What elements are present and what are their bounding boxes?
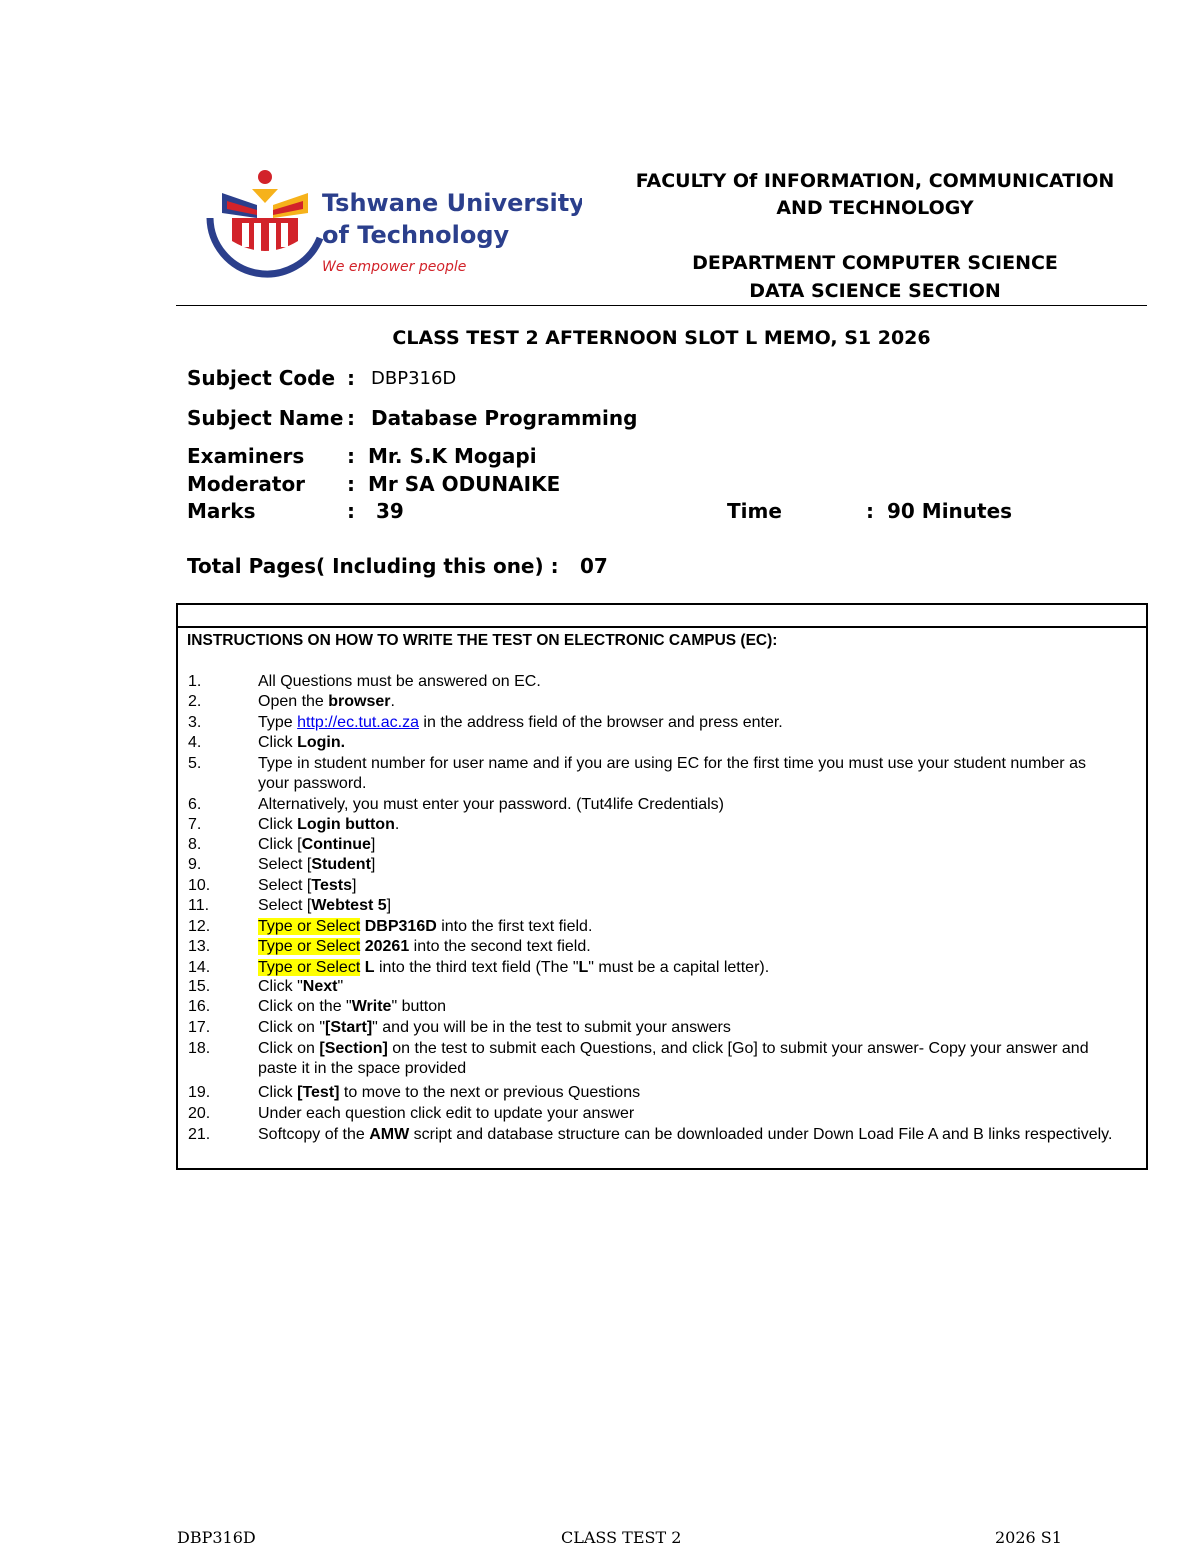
instruction-text [258,1039,1118,1079]
instruction-text [258,692,1118,712]
bold-text: Continue [301,836,371,853]
instruction-number: 3. [188,714,202,731]
instruction-text [258,672,1118,692]
instruction-number: 15. [188,978,211,995]
instruction-text-part: All Questions must be answered on EC. [258,673,541,690]
logo-name-line2: of Technology [322,221,510,249]
instruction-text [258,815,1118,835]
instruction-text-part: into the second text field. [409,938,591,955]
moderator-value: Mr SA ODUNAIKE [368,472,561,496]
instruction-text-part: Select [ [258,877,312,894]
instruction-text [258,876,1118,896]
examiners-label: Examiners [187,444,305,468]
subject-code-colon: : [347,366,355,390]
logo-name-line1: Tshwane University [322,189,582,217]
footer-subject-code: DBP316D [177,1528,256,1547]
instruction-text-part: " button [391,998,447,1015]
instruction-number: 17. [188,1019,211,1036]
instruction-text [258,977,1118,997]
instruction-text-part: Select [ [258,856,312,873]
faculty-line-2: AND TECHNOLOGY [776,197,974,219]
instruction-text [258,795,1118,815]
instruction-number: 9. [188,856,202,873]
moderator-label: Moderator [187,472,306,496]
examiners-value: Mr. S.K Mogapi [368,444,537,468]
instruction-text-part: Open the [258,693,329,710]
instruction-text-part: . [390,693,395,710]
instruction-number: 19. [188,1084,211,1101]
subject-name-value: Database Programming [371,406,638,430]
bold-text: AMW [369,1126,410,1143]
instruction-text-part: script and database structure can be downloaded under Down Load File A and B links respectively. [409,1126,1113,1143]
instruction-text [258,997,1118,1017]
bold-text: browser [328,693,391,710]
instruction-text-part: ] [386,897,392,914]
time-label: Time [727,499,782,523]
university-logo [202,163,582,283]
instruction-number: 1. [188,673,202,690]
instruction-text [258,754,1118,794]
instruction-text-part: Click [258,816,298,833]
bold-text: Login button [297,816,395,833]
bold-text: 20261 [364,938,410,955]
instruction-number: 11. [188,897,210,914]
instructions-heading: INSTRUCTIONS ON HOW TO WRITE THE TEST ON ELECTRONIC CAMPUS (EC): [187,632,778,649]
instruction-text-part: Alternatively, you must enter your password. (Tut4life Credentials) [258,796,724,813]
bold-text: [Test] [297,1084,340,1101]
bold-text: Login. [297,734,346,751]
instruction-text-part: Select [ [258,897,312,914]
department-line-1: DEPARTMENT COMPUTER SCIENCE [692,252,1058,274]
instruction-text [258,1018,1118,1038]
instruction-number: 7. [188,816,202,833]
bold-text: [Section] [319,1040,388,1057]
instruction-text-part: Click [258,1084,298,1101]
instruction-number: 13. [188,938,211,955]
instruction-number: 6. [188,796,202,813]
instruction-number: 5. [188,755,202,772]
bold-text: Webtest 5 [311,897,387,914]
instruction-text-part: " [337,978,344,995]
highlighted-text: Type or Select [258,959,361,976]
instruction-text-part: into the first text field. [436,918,593,935]
bold-text: Student [311,856,371,873]
instruction-text-part: ] [370,836,376,853]
instruction-text [258,896,1118,916]
instruction-number: 16. [188,998,211,1015]
subject-name-label: Subject Name [187,406,344,430]
instruction-text-part: ] [370,856,376,873]
instruction-text-part: on the test to submit each Questions, and click [Go] to submit your answer- Copy your answer and paste it in the space provided [258,1040,1089,1077]
instruction-text-part: to move to the next or previous Questions [339,1084,641,1101]
instruction-text-part: Click [ [258,836,302,853]
instruction-number: 21. [188,1126,211,1143]
instruction-number: 20. [188,1105,211,1122]
instruction-text-part: into the third text field (The " [374,959,579,976]
ec-portal-link[interactable]: http://ec.tut.ac.za [297,714,419,731]
highlighted-text: Type or Select [258,938,361,955]
instruction-text-part: " and you will be in the test to submit your answers [372,1019,731,1036]
instruction-number: 12. [188,918,211,935]
instruction-number: 2. [188,693,202,710]
subject-code-label: Subject Code [187,366,336,390]
bold-text: Tests [311,877,352,894]
subject-code-value: DBP316D [371,368,457,389]
instruction-text-part: ] [351,877,357,894]
instruction-text [258,855,1118,875]
instructions-box-divider [176,626,1148,628]
test-title: CLASS TEST 2 AFTERNOON SLOT L MEMO, S1 2026 [392,327,931,349]
instruction-text-part: Click on the " [258,998,352,1015]
total-pages-value: 07 [580,554,608,578]
instruction-number: 14. [188,959,211,976]
moderator-colon: : [347,472,355,496]
instruction-text [258,733,1118,753]
bold-text: DBP316D [364,918,437,935]
instruction-text-part: Type [258,714,298,731]
time-value: 90 Minutes [887,499,1013,523]
instruction-text-part: " must be a capital letter). [588,959,770,976]
instruction-text [258,1104,1118,1124]
instruction-text [258,917,1118,937]
marks-colon: : [347,499,355,523]
faculty-line-1: FACULTY Of INFORMATION, COMMUNICATION [635,170,1115,192]
instruction-text-part: in the address field of the browser and press enter. [418,714,783,731]
instruction-text [258,958,1118,978]
bold-text: L [578,959,589,976]
bold-text: Next [302,978,338,995]
footer-test-name: CLASS TEST 2 [561,1528,682,1547]
instruction-text [258,713,1118,733]
footer-term: 2026 S1 [995,1528,1062,1547]
department-line-2: DATA SCIENCE SECTION [749,280,1001,302]
subject-name-colon: : [347,406,355,430]
instruction-text-part: Softcopy of the [258,1126,370,1143]
instruction-number: 18. [188,1040,211,1057]
bold-text: [Start] [325,1019,373,1036]
instruction-text [258,1125,1118,1145]
bold-text: L [364,959,375,976]
instruction-text-part: Type in student number for user name and if you are using EC for the first time you must use your student number as your password. [258,755,1086,792]
instruction-text [258,1083,1118,1103]
instruction-text-part: Click on [258,1040,320,1057]
instruction-text [258,937,1118,957]
bold-text: Write [351,998,392,1015]
logo-tagline: We empower people [322,259,467,275]
instruction-number: 4. [188,734,202,751]
instruction-text-part: Under each question click edit to update your answer [258,1105,635,1122]
marks-value: 39 [376,499,404,523]
time-colon: : [866,499,874,523]
instruction-text-part: Click [258,734,298,751]
instruction-number: 10. [188,877,211,894]
instruction-text-part: Click on " [258,1019,326,1036]
highlighted-text: Type or Select [258,918,361,935]
instruction-text-part: Click " [258,978,303,995]
instruction-text [258,835,1118,855]
instruction-number: 8. [188,836,202,853]
marks-label: Marks [187,499,256,523]
instruction-text-part: . [394,816,400,833]
examiners-colon: : [347,444,355,468]
total-pages-label: Total Pages( Including this one) : [187,554,559,578]
header-divider [176,305,1147,306]
